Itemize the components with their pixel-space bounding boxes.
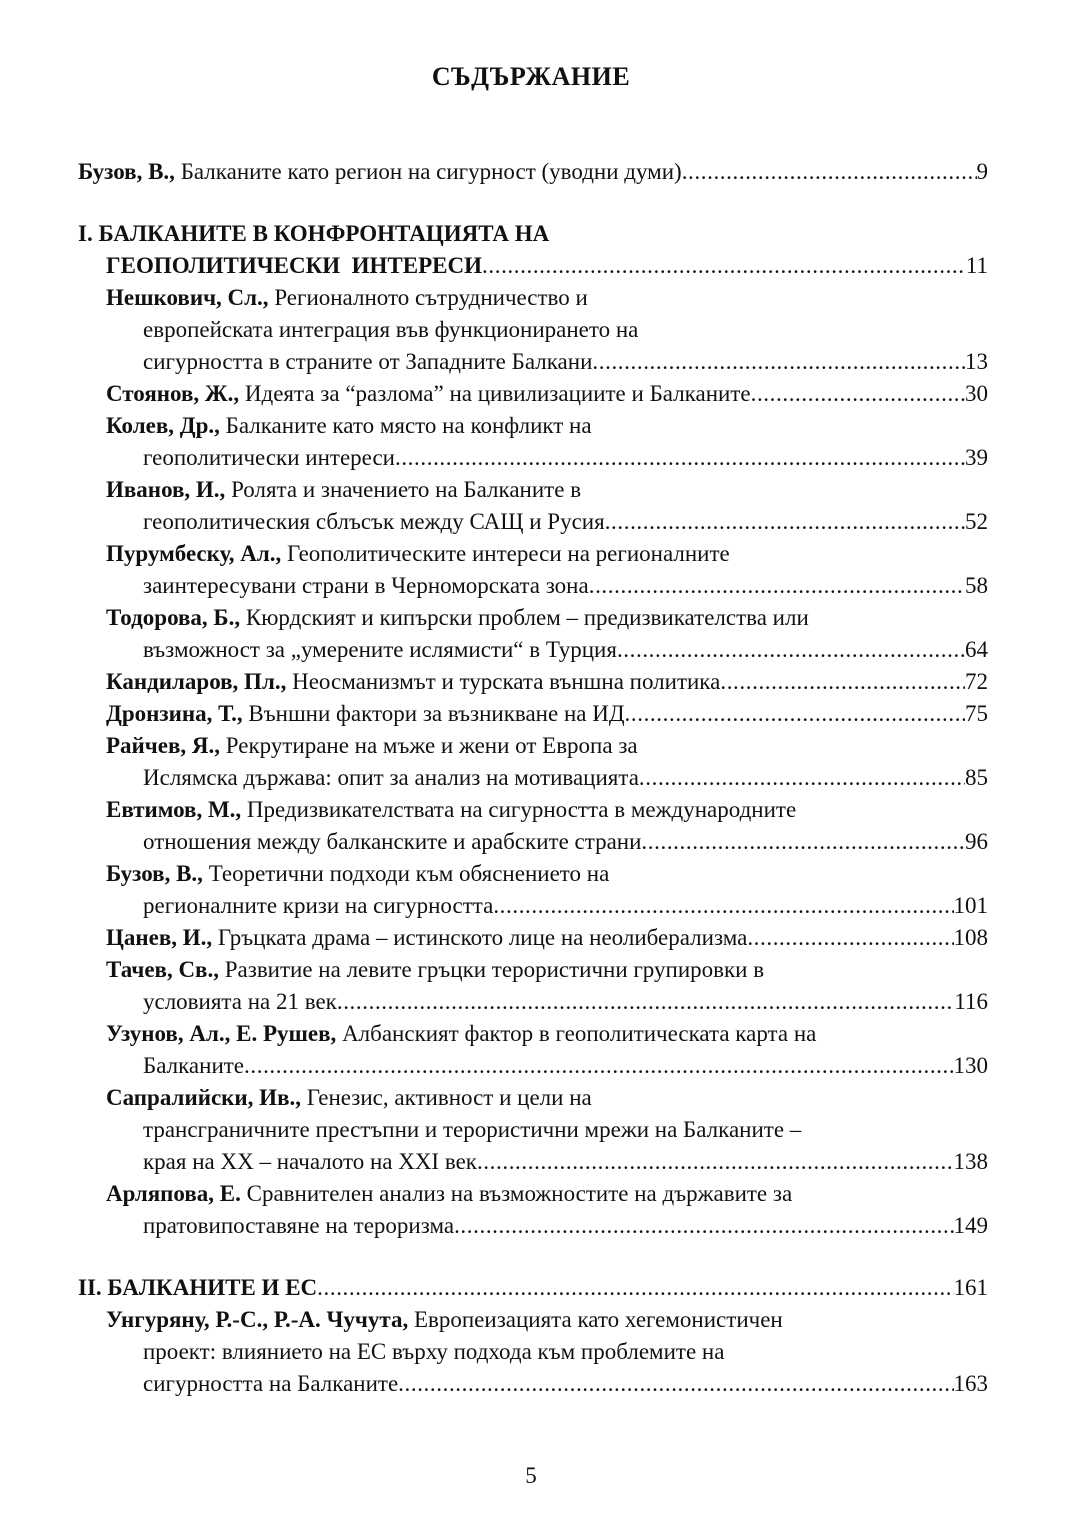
toc-dot-leader (682, 156, 977, 188)
toc-entry-line (0, 378, 988, 410)
toc-entry-line (0, 570, 988, 602)
toc-entry-title: регионалните кризи на сигурността (143, 893, 494, 918)
toc-entry-line (0, 1050, 988, 1082)
toc-dot-leader (317, 1272, 953, 1304)
toc-author: Арляпова, Е. (106, 1181, 241, 1206)
toc-dot-leader (244, 1050, 953, 1082)
toc-author: Цанев, И., (106, 925, 213, 950)
toc-page-number: 30 (965, 381, 988, 406)
toc-entry-title: Сравнителен анализ на възможностите на държавите за (240, 1181, 793, 1206)
toc-page-number: 116 (954, 989, 988, 1014)
toc-author: Евтимов, М., (106, 797, 242, 822)
toc-entry-title: Неосманизмът и турската външна политика (286, 669, 721, 694)
toc-dot-leader (639, 762, 965, 794)
toc-dot-leader (592, 346, 965, 378)
toc-page-number: 138 (953, 1149, 988, 1174)
toc-page-number: 13 (965, 349, 988, 374)
toc-entry-line (0, 1018, 988, 1050)
toc-entry-line (0, 1178, 988, 1210)
table-of-contents (0, 156, 1080, 1400)
toc-page-number: 11 (965, 253, 988, 278)
toc-author: Тодорова, Б., (106, 605, 241, 630)
toc-entry-line (0, 1114, 988, 1146)
toc-author: Кандиларов, Пл., (106, 669, 287, 694)
toc-entry-title: европейската интеграция във функционирането на (143, 317, 639, 342)
toc-entry-title: трансграничните престъпни и терористични мрежи на Балканите – (143, 1117, 802, 1142)
toc-dot-leader (605, 506, 965, 538)
toc-page-number: 72 (965, 669, 988, 694)
toc-entry-title: отношения между балканските и арабските страни (143, 829, 642, 854)
toc-entry-title: Генезис, активност и цели на (300, 1085, 592, 1110)
toc-entry-line (0, 538, 988, 570)
toc-entry-line (0, 698, 988, 730)
toc-dot-leader (625, 698, 965, 730)
toc-author: Нешкович, Сл., (106, 285, 269, 310)
toc-page-number: 75 (965, 701, 988, 726)
toc-entry-title: Регионалното сътрудничество и (268, 285, 588, 310)
toc-page-number: 101 (953, 893, 988, 918)
toc-entry-title: Идеята за “разлома” на цивилизациите и Балканите (239, 381, 751, 406)
toc-entry-line (0, 1368, 988, 1400)
toc-entry-title: Ролята и значението на Балканите в (225, 477, 582, 502)
toc-entry-title: сигурността на Балканите (143, 1371, 399, 1396)
toc-entry-line (0, 474, 988, 506)
toc-entry-line (0, 1336, 988, 1368)
toc-entry-title: Европеизацията като хегемонистичен (408, 1307, 783, 1332)
toc-entry-title: Гръцката драма – истинското лице на неолиберализма (212, 925, 748, 950)
toc-page-number: 108 (953, 925, 988, 950)
toc-dot-leader (482, 250, 966, 282)
toc-author: Колев, Др., (106, 413, 220, 438)
toc-entry-title: Външни фактори за възникване на ИД (242, 701, 625, 726)
toc-page-number: 39 (965, 445, 988, 470)
toc-section-line (0, 1272, 988, 1304)
toc-entry-title: Предизвикателствата на сигурността в международните (241, 797, 797, 822)
toc-entry-line (0, 794, 988, 826)
toc-entry-title: сигурността в страните от Западните Балкани (143, 349, 593, 374)
toc-author: Бузов, В., (106, 861, 203, 886)
toc-section-title: ГЕОПОЛИТИЧЕСКИ ИНТЕРЕСИ (106, 253, 483, 278)
toc-author: Дронзина, Т., (106, 701, 243, 726)
toc-entry-title: Геополитическите интереси на регионалните (281, 541, 730, 566)
toc-entry-line (0, 1082, 988, 1114)
toc-author: Сапралийски, Ив., (106, 1085, 301, 1110)
toc-dot-leader (454, 1210, 953, 1242)
toc-page-number: 130 (953, 1053, 988, 1078)
toc-entry-line (0, 922, 988, 954)
toc-entry-title: Балканите като място на конфликт на (219, 413, 592, 438)
toc-entry-line (0, 602, 988, 634)
toc-entry-title: Кюрдският и кипърски проблем – предизвикателства или (240, 605, 809, 630)
toc-author: Тачев, Св., (106, 957, 219, 982)
toc-page-number: 149 (953, 1213, 988, 1238)
toc-author: Райчев, Я., (106, 733, 221, 758)
toc-entry-line (0, 730, 988, 762)
toc-dot-leader (398, 1368, 953, 1400)
toc-entry-line (0, 986, 988, 1018)
toc-entry-line (0, 858, 988, 890)
toc-page-number: 96 (965, 829, 988, 854)
toc-entry-title: Рекрутиране на мъже и жени от Европа за (220, 733, 638, 758)
toc-dot-leader (641, 826, 965, 858)
toc-entry-title: възможност за „умерените ислямисти“ в Турция (143, 637, 617, 662)
toc-section-title: I. БАЛКАНИТЕ В КОНФРОНТАЦИЯТА НА (78, 221, 550, 246)
toc-dot-leader (477, 1146, 954, 1178)
toc-page-number: 161 (953, 1275, 988, 1300)
toc-page-number: 163 (953, 1371, 988, 1396)
toc-entry-line (0, 346, 988, 378)
toc-entry-line (0, 1210, 988, 1242)
toc-entry-title: Развитие на левите гръцки терористични групировки в (218, 957, 765, 982)
toc-author: Бузов, В., (78, 159, 175, 184)
toc-dot-leader (720, 666, 965, 698)
toc-author: Унгуряну, Р.-С., Р.-А. Чучута, (106, 1307, 409, 1332)
toc-entry-line (0, 762, 988, 794)
toc-entry-line (0, 442, 988, 474)
toc-entry-title: Ислямска държава: опит за анализ на мотивацията (143, 765, 639, 790)
page-number: 5 (525, 1463, 537, 1488)
toc-page-number: 9 (976, 159, 988, 184)
toc-entry-line (0, 826, 988, 858)
toc-dot-leader (751, 378, 965, 410)
toc-entry-line (0, 666, 988, 698)
toc-page-number: 85 (965, 765, 988, 790)
toc-entry-line (0, 1146, 988, 1178)
toc-entry-line (0, 890, 988, 922)
toc-section-line (0, 250, 988, 282)
toc-entry-title: условията на 21 век (143, 989, 337, 1014)
toc-dot-leader (617, 634, 965, 666)
toc-entry-title: Балканите като регион на сигурност (уводни думи) (174, 159, 682, 184)
toc-entry-line (0, 954, 988, 986)
toc-section-line (0, 218, 988, 250)
toc-author: Пурумбеску, Ал., (106, 541, 282, 566)
toc-entry-title: Албанският фактор в геополитическата карта на (336, 1021, 817, 1046)
toc-dot-leader (395, 442, 965, 474)
toc-page-number: 52 (965, 509, 988, 534)
page-title: СЪДЪРЖАНИЕ (431, 62, 631, 91)
toc-author: Узунов, Ал., Е. Рушев, (106, 1021, 337, 1046)
toc-author: Иванов, И., (106, 477, 226, 502)
toc-page-number: 58 (965, 573, 988, 598)
toc-entry-title: пратовипоставяне на тероризма (143, 1213, 455, 1238)
toc-section-title: II. БАЛКАНИТЕ И ЕС (78, 1275, 318, 1300)
toc-entry-title: Балканите (143, 1053, 245, 1078)
toc-entry-title: края на XX – началото на XXI век (143, 1149, 477, 1174)
toc-gap (0, 188, 1080, 218)
toc-author: Стоянов, Ж., (106, 381, 240, 406)
toc-entry-line (0, 282, 988, 314)
toc-entry-title: Теоретични подходи към обяснението на (202, 861, 610, 886)
toc-entry-line (0, 156, 988, 188)
toc-entry-line (0, 506, 988, 538)
toc-entry-line (0, 634, 988, 666)
toc-entry-title: проект: влиянието на ЕС върху подхода към проблемите на (143, 1339, 725, 1364)
toc-dot-leader (493, 890, 953, 922)
toc-entry-line (0, 410, 988, 442)
toc-page-number: 64 (965, 637, 988, 662)
toc-entry-title: геополитически интереси (143, 445, 395, 470)
toc-dot-leader (747, 922, 953, 954)
toc-dot-leader (337, 986, 954, 1018)
toc-dot-leader (589, 570, 965, 602)
toc-entry-title: заинтересувани страни в Черноморската зона (143, 573, 589, 598)
toc-gap (0, 1242, 1080, 1272)
toc-entry-line (0, 314, 988, 346)
toc-entry-title: геополитическия сблъсък между САЩ и Русия (143, 509, 605, 534)
toc-entry-line (0, 1304, 988, 1336)
